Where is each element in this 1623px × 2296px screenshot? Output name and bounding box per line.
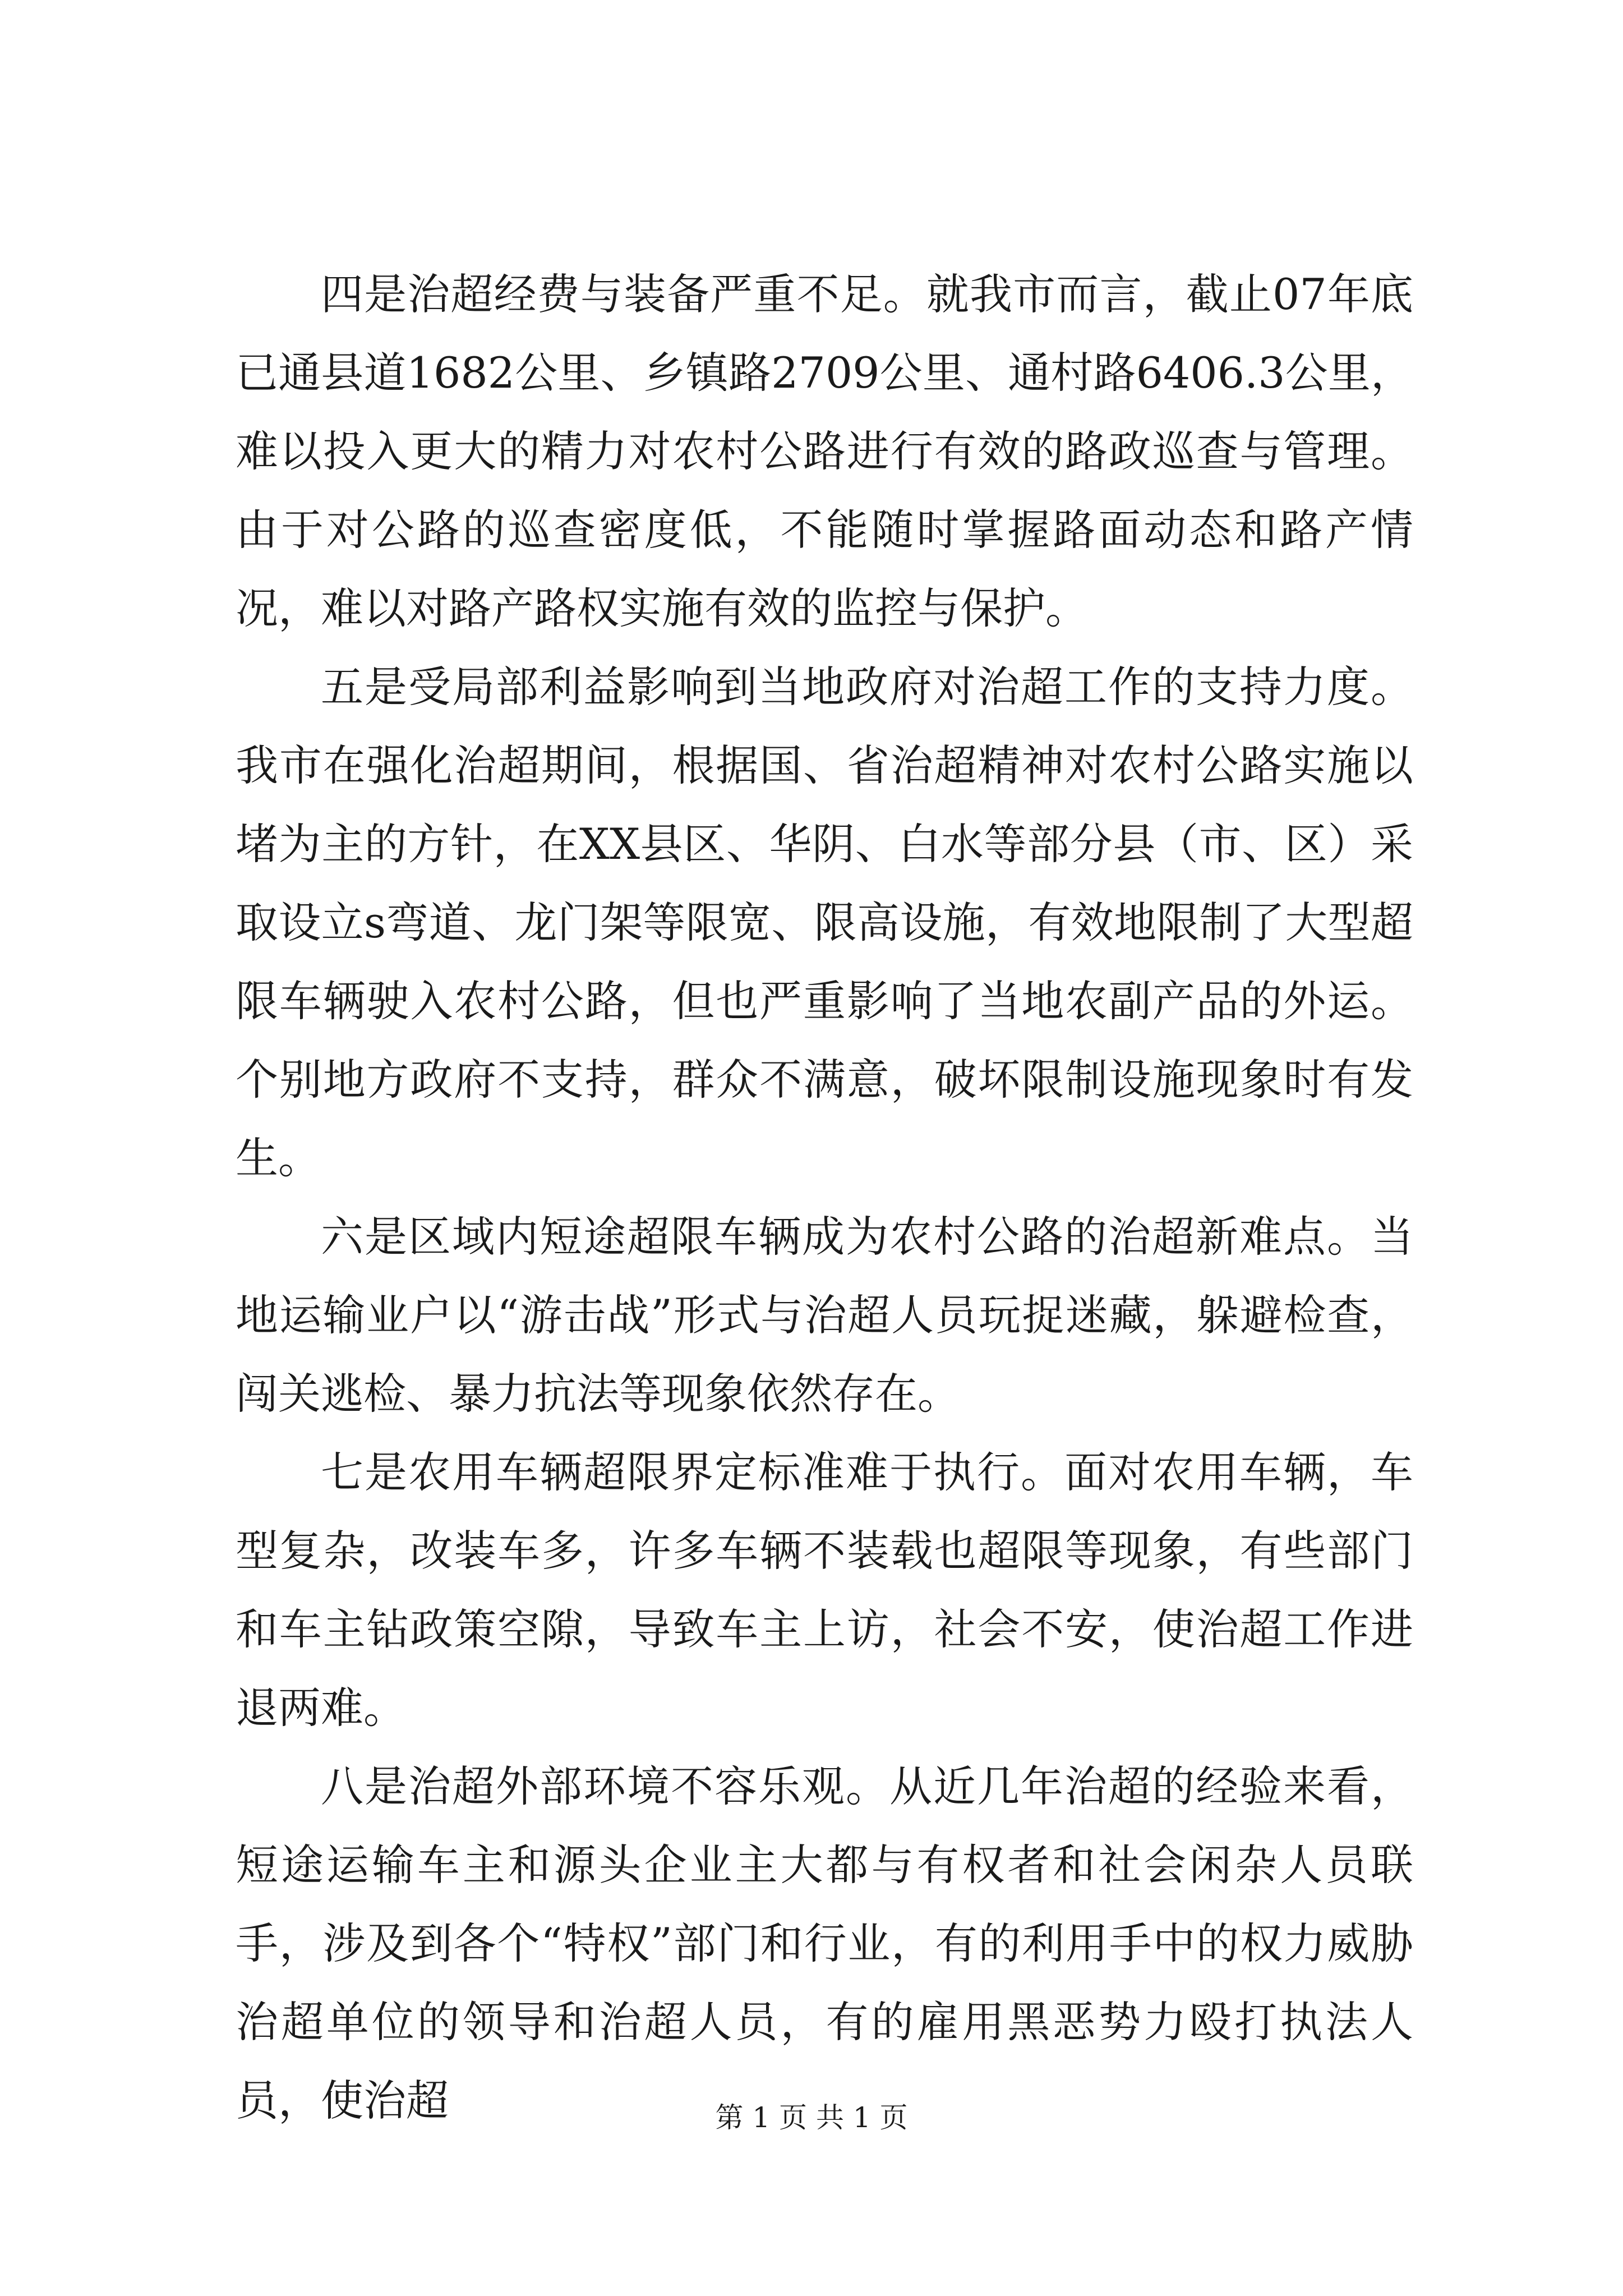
paragraph-3: 六是区域内短途超限车辆成为农村公路的治超新难点。当地运输业户以“游击战”形式与治超人员玩捉迷藏，躲避检查，闯关逃检、暴力抗法等现象依然存在。 (236, 1212, 1413, 1419)
paragraph-4: 七是农用车辆超限界定标准难于执行。面对农用车辆，车型复杂，改装车多，许多车辆不装载也超限等现象，有些部门和车主钻政策空隙，导致车主上访，社会不安，使治超工作进退两难。 (236, 1447, 1413, 1733)
page-footer: 第 1 页 共 1 页 (715, 2101, 908, 2134)
paragraph-5: 八是治超外部环境不容乐观。从近几年治超的经验来看，短途运输车主和源头企业主大都与有权者和社会闲杂人员联手，涉及到各个“特权”部门和行业，有的利用手中的权力威胁治超单位的领导和治超人员，有的雇用黑恶势力殴打执法人员，使治超 (236, 1761, 1413, 2125)
body-text (236, 255, 1413, 2140)
paragraph-2: 五是受局部利益影响到当地政府对治超工作的支持力度。我市在强化治超期间，根据国、省治超精神对农村公路实施以堵为主的方针，在XX县区、华阴、白水等部分县（市、区）采取设立s弯道、龙门架等限宽、限高设施，有效地限制了大型超限车辆驶入农村公路，但也严重影响了当地农副产品的外运。个别地方政府不支持，群众不满意，破坏限制设施现象时有发生。 (236, 662, 1413, 1183)
paragraph-1: 四是治超经费与装备严重不足。就我市而言，截止07年底已通县道1682公里、乡镇路2709公里、通村路6406.3公里，难以投入更大的精力对农村公路进行有效的路政巡查与管理。由于对公路的巡查密度低，不能随时掌握路面动态和路产情况，难以对路产路权实施有效的监控与保护。 (236, 269, 1413, 633)
